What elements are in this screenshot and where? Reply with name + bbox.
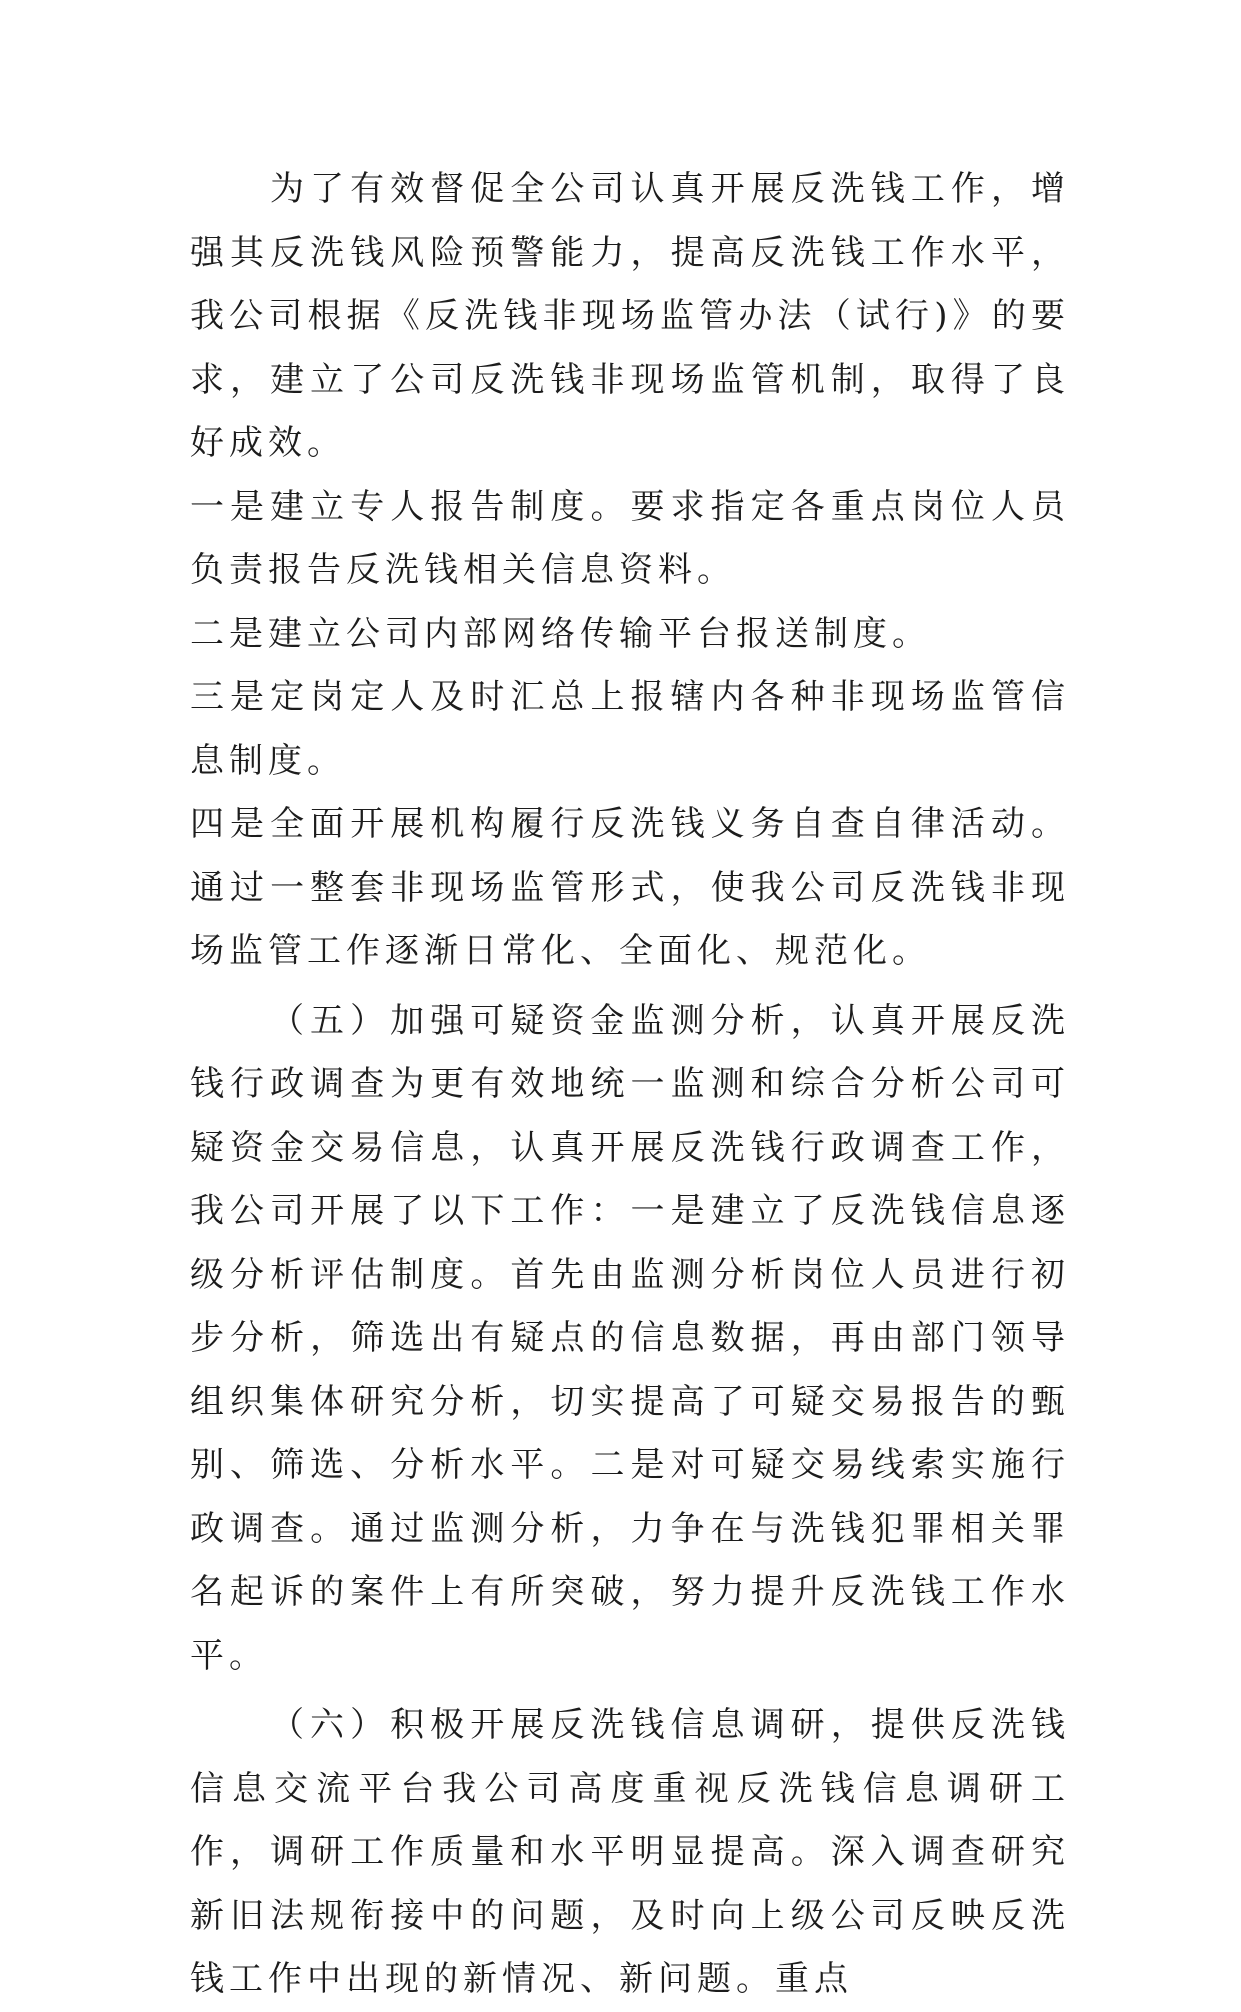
document-body (190, 158, 1070, 2012)
paragraph-section-5: （五）加强可疑资金监测分析，认真开展反洗钱行政调查为更有效地统一监测和综合分析公司可疑资金交易信息，认真开展反洗钱行政调查工作，我公司开展了以下工作：一是建立了反洗钱信息逐级分析评估制度。首先由监测分析岗位人员进行初步分析，筛选出有疑点的信息数据，再由部门领导组织集体研究分析，切实提高了可疑交易报告的甄别、筛选、分析水平。二是对可疑交易线索实施行政调查。通过监测分析，力争在与洗钱犯罪相关罪名起诉的案件上有所突破，努力提升反洗钱工作水平。 (190, 1000, 1070, 1676)
paragraph-section-6: （六）积极开展反洗钱信息调研，提供反洗钱信息交流平台我公司高度重视反洗钱信息调研工作，调研工作质量和水平明显提高。深入调查研究新旧法规衔接中的问题，及时向上级公司反映反洗钱工作中出现的新情况、新问题。重点 (190, 1705, 1070, 1999)
paragraph-item-4: 四是全面开展机构履行反洗钱义务自查自律活动。通过一整套非现场监管形式，使我公司反洗钱非现场监管工作逐渐日常化、全面化、规范化。 (190, 804, 1070, 971)
paragraph-item-1: 一是建立专人报告制度。要求指定各重点岗位人员负责报告反洗钱相关信息资料。 (190, 486, 1070, 590)
paragraph-intro: 为了有效督促全公司认真开展反洗钱工作，增强其反洗钱风险预警能力，提高反洗钱工作水平，我公司根据《反洗钱非现场监管办法（试行)》的要求，建立了公司反洗钱非现场监管机制，取得了良好成效。 (190, 169, 1070, 463)
paragraph-item-3: 三是定岗定人及时汇总上报辖内各种非现场监管信息制度。 (190, 677, 1070, 781)
paragraph-item-2: 二是建立公司内部网络传输平台报送制度。 (190, 613, 931, 654)
